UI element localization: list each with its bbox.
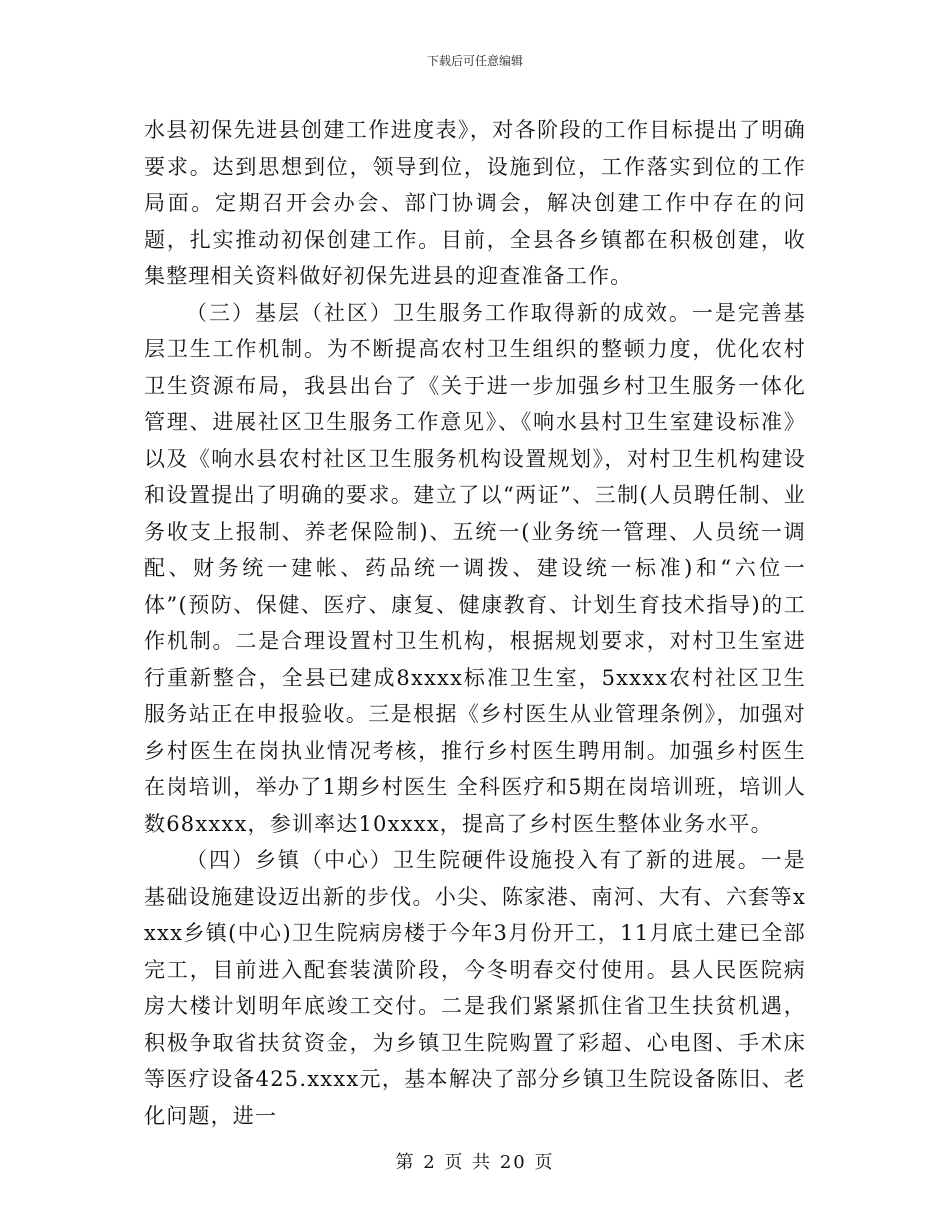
page-header: 下载后可任意编辑 <box>426 54 523 68</box>
page-footer: 第 2 页 共 20 页 <box>395 1152 555 1173</box>
paragraph-1: 水县初保先进县创建工作进度表》，对各阶段的工作目标提出了明确要求。达到思想到位，领导到位，设施到位，工作落实到位的工作局面。定期召开会办会、部门协调会，解决创建工作中存在的问题，扎实推动初保创建工作。目前，全县各乡镇都在积极创建，收集整理相关资料做好初保先进县的迎查准备工作。 <box>144 118 806 288</box>
paragraph-3: （四）乡镇（中心）卫生院硬件设施投入有了新的进展。一是基础设施建设迈出新的步伐。小尖、陈家港、南河、大有、六套等xxxx乡镇(中心)卫生院病房楼于今年3月份开工，11月底土建已全部完工，目前进入配套装潢阶段，今冬明春交付使用。县人民医院病房大楼计划明年底竣工交付。二是我们紧紧抓住省卫生扶贫机遇，积极争取省扶贫资金，为乡镇卫生院购置了彩超、心电图、手术床等医疗设备425.xxxx元，基本解决了部分乡镇卫生院设备陈旧、老化问题，进一 <box>144 848 806 1128</box>
paragraph-2: （三）基层（社区）卫生服务工作取得新的成效。一是完善基层卫生工作机制。为不断提高农村卫生组织的整顿力度，优化农村卫生资源布局，我县出台了《关于进一步加强乡村卫生服务一体化管理、进展社区卫生服务工作意见》、《响水县村卫生室建设标准》以及《响水县农村社区卫生服务机构设置规划》，对村卫生机构建设和设置提出了明确的要求。建立了以“两证”、三制(人员聘任制、业务收支上报制、养老保险制)、五统一(业务统一管理、人员统一调配、财务统一建帐、药品统一调拨、建设统一标准)和“六位一体”(预防、保健、医疗、康复、健康教育、计划生育技术指导)的工作机制。二是合理设置村卫生机构，根据规划要求，对村卫生室进行重新整合，全县已建成8xxxx标准卫生室，5xxxx农村社区卫生服务站正在申报验收。三是根据《乡村医生从业管理条例》，加强对乡村医生在岗执业情况考核，推行乡村医生聘用制。加强乡村医生在岗培训，举办了1期乡村医生 全科医疗和5期在岗培训班，培训人数68xxxx，参训率达10xxxx，提高了乡村医生整体业务水平。 <box>144 300 806 836</box>
document-body <box>144 112 806 1134</box>
